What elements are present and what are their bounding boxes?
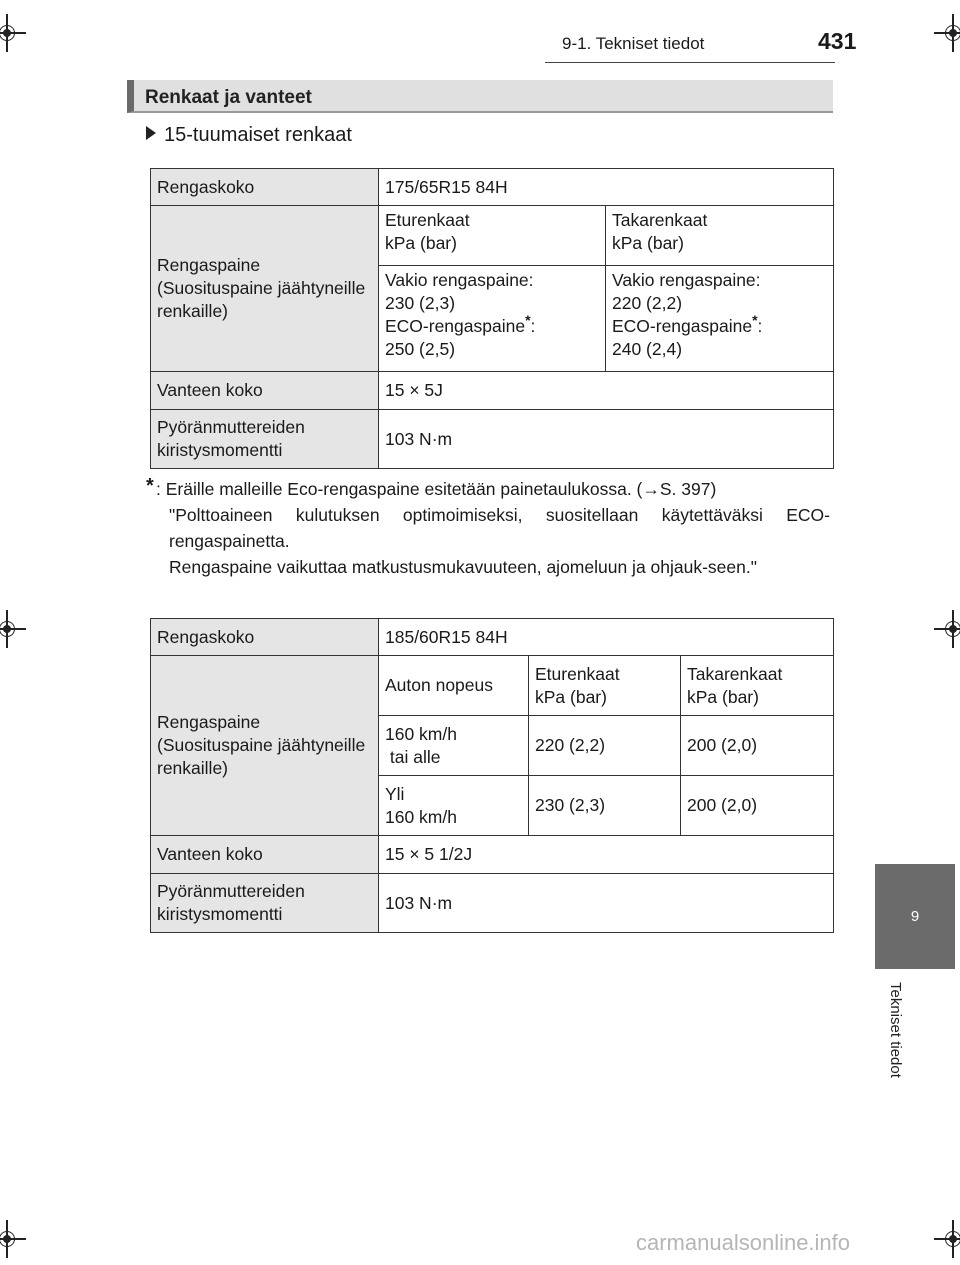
table-row: [151, 169, 834, 206]
eco-pressure-label: ECO-rengaspaine: [385, 316, 526, 336]
watermark: carmanualsonline.info: [636, 1230, 851, 1255]
tire-spec-table-1: [150, 168, 834, 469]
table-row: [151, 619, 834, 656]
footnote-line: "Polttoaineen kulutuksen optimoimiseksi, suositellaan käytettäväksi ECO-rengaspainetta.: [169, 505, 830, 551]
crop-mark-icon: [940, 20, 960, 46]
subheading-text: 15-tuumaiset renkaat: [164, 124, 352, 146]
torque-value: 103 N·m: [379, 410, 834, 469]
front-pressure-values: [379, 266, 606, 372]
standard-pressure-value: 230 (2,3): [385, 293, 456, 313]
speed-range-line: tai alle: [385, 746, 441, 767]
chapter-title: Tekniset tiedot: [887, 982, 904, 1078]
rear-pressure-values: [606, 266, 834, 372]
footnote-marker: *: [146, 475, 154, 497]
front-tire-unit: kPa (bar): [385, 233, 457, 253]
table-row: [151, 656, 834, 716]
rim-size-value: 15 × 5 1/2J: [379, 836, 834, 874]
footnote-marker: *: [525, 312, 531, 329]
subheading: [146, 124, 352, 147]
table-row: [151, 410, 834, 469]
rear-tire-header: [681, 656, 834, 716]
table-row: [151, 836, 834, 874]
page-number: 431: [818, 28, 857, 54]
tire-size-label: Rengaskoko: [151, 169, 379, 206]
speed-range: [379, 776, 529, 836]
tire-size-label: Rengaskoko: [151, 619, 379, 656]
standard-pressure-label: Vakio rengaspaine:: [385, 270, 534, 290]
torque-value: 103 N·m: [379, 874, 834, 933]
rear-tire-unit: kPa (bar): [687, 686, 759, 707]
front-tire-header: [379, 206, 606, 266]
triangle-right-icon: [146, 126, 156, 140]
chapter-number: 9: [910, 908, 920, 925]
rear-tire-header: [606, 206, 834, 266]
front-pressure-value: 220 (2,2): [529, 716, 681, 776]
torque-label-line: Pyöränmuttereiden: [157, 881, 305, 901]
speed-range: [379, 716, 529, 776]
rim-size-value: 15 × 5J: [379, 372, 834, 410]
standard-pressure-value: 220 (2,2): [612, 293, 683, 313]
eco-pressure-label: ECO-rengaspaine: [612, 316, 753, 336]
front-tire-title: Eturenkaat: [535, 663, 620, 684]
front-tire-header: [529, 656, 681, 716]
running-header: 9-1. Tekniset tiedot: [562, 34, 705, 53]
rear-pressure-value: 200 (2,0): [681, 716, 834, 776]
footnote-line: Rengaspaine vaikuttaa matkustusmukavuuteen, ajomeluun ja ohjauk-seen.": [169, 557, 757, 577]
tire-pressure-label: Rengaspaine (Suosituspaine jäähtyneille renkaille): [151, 206, 379, 372]
tire-pressure-label: Rengaspaine (Suosituspaine jäähtyneille renkaille): [151, 656, 379, 836]
crop-mark-icon: [940, 1226, 960, 1252]
crop-mark-icon: [0, 616, 20, 642]
rear-pressure-value: 200 (2,0): [681, 776, 834, 836]
rear-tire-title: Takarenkaat: [612, 210, 708, 230]
section-title-bar: [127, 80, 833, 113]
front-tire-unit: kPa (bar): [535, 686, 607, 707]
crop-mark-icon: [0, 20, 20, 46]
tire-spec-table-2: [150, 618, 834, 933]
header-rule: [545, 62, 835, 63]
crop-mark-icon: [940, 616, 960, 642]
torque-label-line: kiristysmomentti: [157, 904, 283, 924]
vehicle-speed-header: Auton nopeus: [379, 656, 529, 716]
eco-pressure-value: 240 (2,4): [612, 339, 683, 359]
footnote-marker: *: [752, 312, 758, 329]
table-row: [151, 372, 834, 410]
torque-label-line: Pyöränmuttereiden: [157, 417, 305, 437]
table-row: [151, 206, 834, 266]
rim-size-label: Vanteen koko: [151, 836, 379, 874]
torque-label: [151, 410, 379, 469]
rim-size-label: Vanteen koko: [151, 372, 379, 410]
speed-range-line: 160 km/h: [385, 723, 457, 744]
speed-range-line: Yli: [385, 783, 405, 804]
crop-mark-icon: [0, 1226, 20, 1252]
tire-size-value: 185/60R15 84H: [379, 619, 834, 656]
tire-size-value: 175/65R15 84H: [379, 169, 834, 206]
front-tire-title: Eturenkaat: [385, 210, 470, 230]
torque-label: [151, 874, 379, 933]
colon: :: [757, 316, 763, 336]
table-row: [151, 874, 834, 933]
colon: :: [530, 316, 536, 336]
front-pressure-value: 230 (2,3): [529, 776, 681, 836]
footnote-line: : Eräille malleille Eco-rengaspaine esitetään painetaulukossa. (→S. 397): [156, 479, 717, 499]
footnote: [146, 476, 830, 580]
speed-range-line: 160 km/h: [385, 806, 457, 827]
rear-tire-unit: kPa (bar): [612, 233, 684, 253]
standard-pressure-label: Vakio rengaspaine:: [612, 270, 761, 290]
torque-label-line: kiristysmomentti: [157, 440, 283, 460]
eco-pressure-value: 250 (2,5): [385, 339, 456, 359]
rear-tire-title: Takarenkaat: [687, 663, 783, 684]
section-title: Renkaat ja vanteet: [145, 87, 312, 108]
